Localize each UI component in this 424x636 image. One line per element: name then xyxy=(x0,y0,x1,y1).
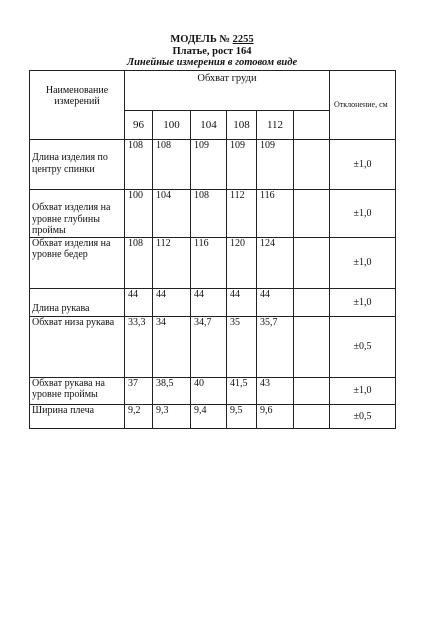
size-header: 112 xyxy=(257,111,294,140)
deviation-value: ±1,0 xyxy=(330,288,396,316)
size-header: 104 xyxy=(191,111,227,140)
measurement-value: 9,2 xyxy=(125,404,153,428)
deviation-value: ±1,0 xyxy=(330,190,396,238)
measurement-value: 44 xyxy=(227,288,257,316)
measurement-value: 44 xyxy=(153,288,191,316)
size-header: 100 xyxy=(153,111,191,140)
measurement-name: Длина изделия по центру спинки xyxy=(30,140,125,190)
document-header xyxy=(0,34,424,69)
measurement-value: 104 xyxy=(153,190,191,238)
measurement-value: 108 xyxy=(191,190,227,238)
measurement-value xyxy=(294,404,330,428)
measurement-value: 108 xyxy=(153,140,191,190)
measurement-value: 9,3 xyxy=(153,404,191,428)
measurement-value: 108 xyxy=(125,237,153,288)
measurement-value: 9,6 xyxy=(257,404,294,428)
model-number: 2255 xyxy=(232,34,254,45)
measurement-value: 112 xyxy=(227,190,257,238)
measurement-value: 43 xyxy=(257,377,294,404)
measurement-name: Обхват рукава на уровне проймы xyxy=(30,377,125,404)
measurement-value: 33,3 xyxy=(125,316,153,377)
table-row xyxy=(30,377,396,404)
table-row xyxy=(30,316,396,377)
measurement-value: 35,7 xyxy=(257,316,294,377)
measurement-value: 38,5 xyxy=(153,377,191,404)
measurement-name: Ширина плеча xyxy=(30,404,125,428)
measurement-value: 40 xyxy=(191,377,227,404)
measurement-value: 41,5 xyxy=(227,377,257,404)
measurement-value: 37 xyxy=(125,377,153,404)
measurement-value: 44 xyxy=(257,288,294,316)
measurement-value: 109 xyxy=(257,140,294,190)
measurement-value: 35 xyxy=(227,316,257,377)
measurement-value xyxy=(294,140,330,190)
size-header: 96 xyxy=(125,111,153,140)
table-row xyxy=(30,404,396,428)
table-row xyxy=(30,190,396,238)
measurement-value xyxy=(294,377,330,404)
size-header xyxy=(294,111,330,140)
measurement-value xyxy=(294,190,330,238)
measurement-name: Обхват изделия на уровне глубины проймы xyxy=(30,190,125,238)
table-subtitle: Линейные измерения в готовом виде xyxy=(126,57,298,68)
measurement-value xyxy=(294,237,330,288)
measurements-table xyxy=(29,70,396,429)
measurement-value: 112 xyxy=(153,237,191,288)
measurement-value: 9,4 xyxy=(191,404,227,428)
measurement-value xyxy=(294,288,330,316)
measurement-value: 120 xyxy=(227,237,257,288)
measurement-name: Обхват низа рукава xyxy=(30,316,125,377)
measurement-value: 116 xyxy=(191,237,227,288)
measurement-value: 109 xyxy=(191,140,227,190)
measurement-value xyxy=(294,316,330,377)
product-title: Платье, рост 164 xyxy=(172,45,252,57)
measurement-value: 100 xyxy=(125,190,153,238)
measurement-name-header: Наименование измерений xyxy=(30,71,125,140)
measurement-value: 116 xyxy=(257,190,294,238)
measurement-value: 44 xyxy=(125,288,153,316)
measurement-name: Длина рукава xyxy=(30,288,125,316)
measurement-value: 109 xyxy=(227,140,257,190)
measurement-value: 34,7 xyxy=(191,316,227,377)
table-row xyxy=(30,140,396,190)
model-label: МОДЕЛЬ № xyxy=(170,34,230,45)
measurement-name: Обхват изделия на уровне бедер xyxy=(30,237,125,288)
measurement-value: 34 xyxy=(153,316,191,377)
chest-girth-header: Обхват груди xyxy=(125,71,330,111)
size-header: 108 xyxy=(227,111,257,140)
table-row xyxy=(30,237,396,288)
deviation-value: ±1,0 xyxy=(330,377,396,404)
measurement-value: 44 xyxy=(191,288,227,316)
deviation-value: ±1,0 xyxy=(330,237,396,288)
deviation-value: ±1,0 xyxy=(330,140,396,190)
deviation-header: Отклонение, см xyxy=(330,71,396,140)
measurement-value: 124 xyxy=(257,237,294,288)
measurement-value: 9,5 xyxy=(227,404,257,428)
deviation-value: ±0,5 xyxy=(330,316,396,377)
deviation-value: ±0,5 xyxy=(330,404,396,428)
model-title xyxy=(0,34,424,46)
measurement-value: 108 xyxy=(125,140,153,190)
table-row xyxy=(30,288,396,316)
